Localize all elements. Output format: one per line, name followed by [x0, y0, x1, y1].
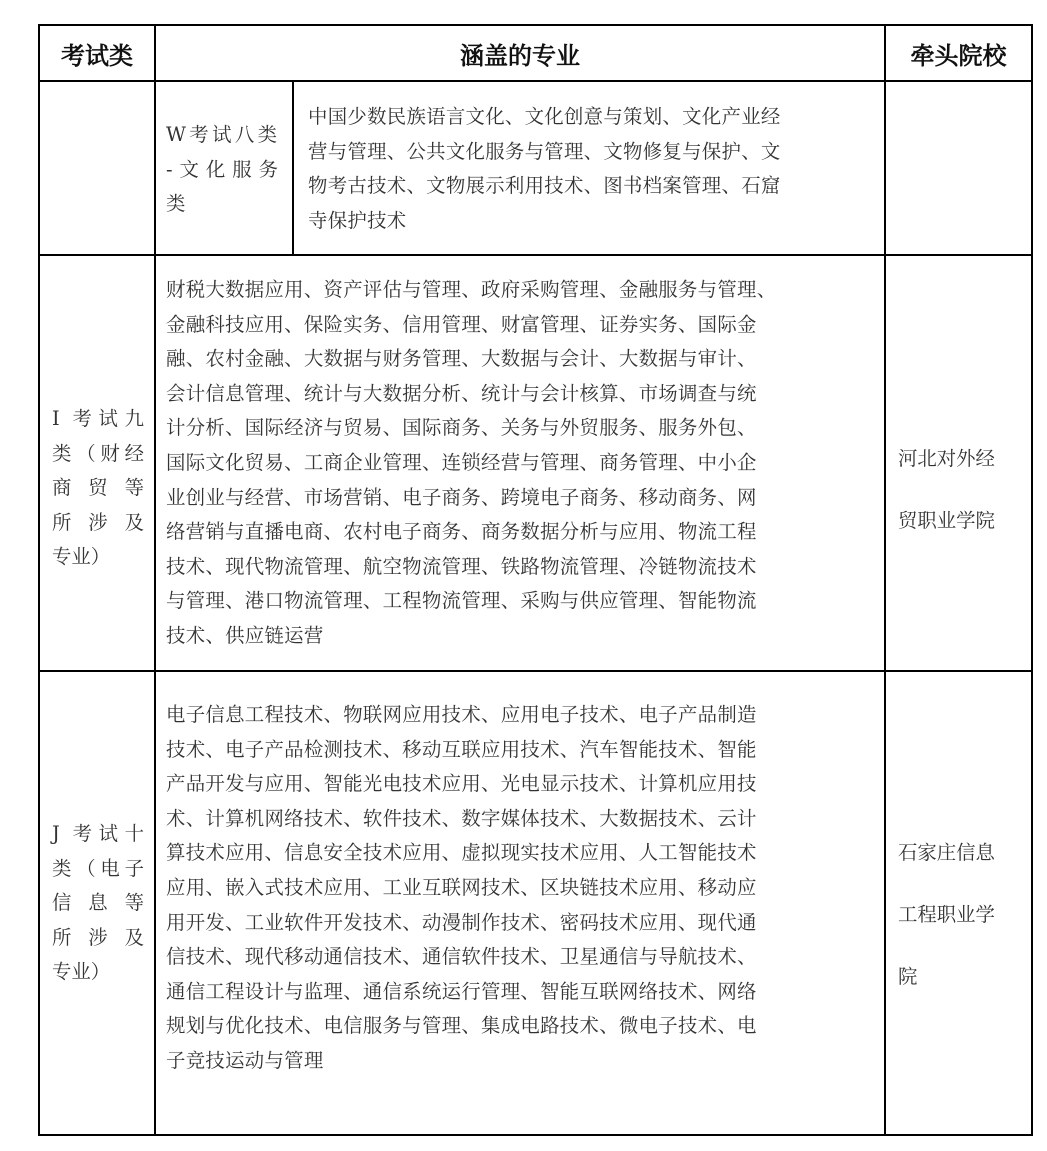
- category-line: 信 息 等: [52, 891, 144, 915]
- school-line: 石家庄信息: [898, 841, 995, 864]
- category-line: 类（电子: [52, 856, 144, 880]
- row1-subcategory-line: 类: [166, 192, 186, 216]
- majors-line: 技术、现代物流管理、航空物流管理、铁路物流管理、冷链物流技术: [166, 554, 757, 578]
- school-line: 工程职业学: [898, 903, 995, 926]
- majors-line: 寺保护技术: [308, 208, 407, 232]
- header-lead-school: [886, 26, 1031, 80]
- row2-category: [52, 402, 144, 575]
- majors-line: 国际文化贸易、工商企业管理、连锁经营与管理、商务管理、中小企: [166, 450, 757, 474]
- header-category: [40, 26, 154, 80]
- row3-majors: [166, 698, 878, 1079]
- category-line: J 考试十: [52, 822, 144, 845]
- majors-line: 通信工程设计与监理、通信系统运行管理、智能互联网络技术、网络: [166, 979, 757, 1003]
- header-majors: [156, 26, 884, 80]
- majors-line: 金融科技应用、保险实务、信用管理、财富管理、证券实务、国际金: [166, 312, 757, 336]
- divider-col1: [154, 24, 156, 1136]
- divider-row2: [38, 670, 1033, 672]
- category-line: 所 涉 及: [52, 510, 144, 534]
- school-line: 河北对外经: [898, 447, 995, 470]
- majors-line: 用开发、工业软件开发技术、动漫制作技术、密码技术应用、现代通: [166, 910, 757, 934]
- majors-line: 术、计算机网络技术、软件技术、数字媒体技术、大数据技术、云计: [166, 806, 757, 830]
- category-line: 专业）: [52, 545, 111, 569]
- divider-header: [38, 80, 1033, 82]
- majors-line: 算技术应用、信息安全技术应用、虚拟现实技术应用、人工智能技术: [166, 841, 757, 865]
- row1-subcategory: [166, 118, 278, 222]
- school-line: 院: [898, 965, 918, 988]
- majors-line: 与管理、港口物流管理、工程物流管理、采购与供应管理、智能物流: [166, 589, 757, 613]
- category-line: I 考试九: [52, 407, 144, 430]
- row1-majors: [308, 100, 873, 238]
- majors-line: 业创业与经营、市场营销、电子商务、跨境电子商务、移动商务、网: [166, 485, 757, 509]
- majors-line: 子竞技运动与管理: [166, 1048, 324, 1072]
- row3-category: [52, 817, 144, 990]
- divider-col2: [884, 24, 886, 1136]
- majors-line: 应用、嵌入式技术应用、工业互联网技术、区块链技术应用、移动应: [166, 875, 757, 899]
- majors-line: 融、农村金融、大数据与财务管理、大数据与会计、大数据与审计、: [166, 347, 757, 371]
- majors-line: 信技术、现代移动通信技术、通信软件技术、卫星通信与导航技术、: [166, 945, 757, 969]
- row1-subcategory-line: W考试八类: [166, 123, 278, 146]
- header-lead-school-label: 牵头院校: [910, 41, 1007, 70]
- majors-line: 电子信息工程技术、物联网应用技术、应用电子技术、电子产品制造: [166, 703, 757, 726]
- majors-line: 络营销与直播电商、农村电子商务、商务数据分析与应用、物流工程: [166, 520, 757, 544]
- majors-line: 技术、供应链运营: [166, 623, 324, 647]
- category-line: 商 贸 等: [52, 476, 144, 500]
- majors-line: 技术、电子产品检测技术、移动互联应用技术、汽车智能技术、智能: [166, 737, 757, 761]
- category-line: 专业）: [52, 960, 111, 984]
- majors-line: 营与管理、公共文化服务与管理、文物修复与保护、文: [308, 139, 781, 163]
- majors-line: 中国少数民族语言文化、文化创意与策划、文化产业经: [308, 105, 781, 128]
- majors-line: 计分析、国际经济与贸易、国际商务、关务与外贸服务、服务外包、: [166, 416, 757, 440]
- row1-subcategory-line: -文化服务: [166, 157, 278, 181]
- school-line: 贸职业学院: [898, 509, 995, 532]
- row2-majors: [166, 273, 878, 654]
- majors-line: 规划与优化技术、电信服务与管理、集成电路技术、微电子技术、电: [166, 1014, 757, 1038]
- majors-line: 会计信息管理、统计与大数据分析、统计与会计核算、市场调查与统: [166, 381, 757, 405]
- majors-line: 财税大数据应用、资产评估与管理、政府采购管理、金融服务与管理、: [166, 278, 777, 301]
- majors-line: 物考古技术、文物展示利用技术、图书档案管理、石窟: [308, 174, 781, 198]
- row3-lead-school: [898, 822, 1024, 1008]
- category-line: 类（财经: [52, 441, 144, 465]
- divider-row1: [38, 254, 1033, 256]
- header-majors-label: 涵盖的专业: [460, 41, 580, 70]
- category-line: 所 涉 及: [52, 925, 144, 949]
- divider-subcol: [292, 81, 294, 256]
- row2-lead-school: [898, 428, 1024, 552]
- majors-line: 产品开发与应用、智能光电技术应用、光电显示技术、计算机应用技: [166, 772, 757, 796]
- header-category-label: 考试类: [61, 41, 133, 70]
